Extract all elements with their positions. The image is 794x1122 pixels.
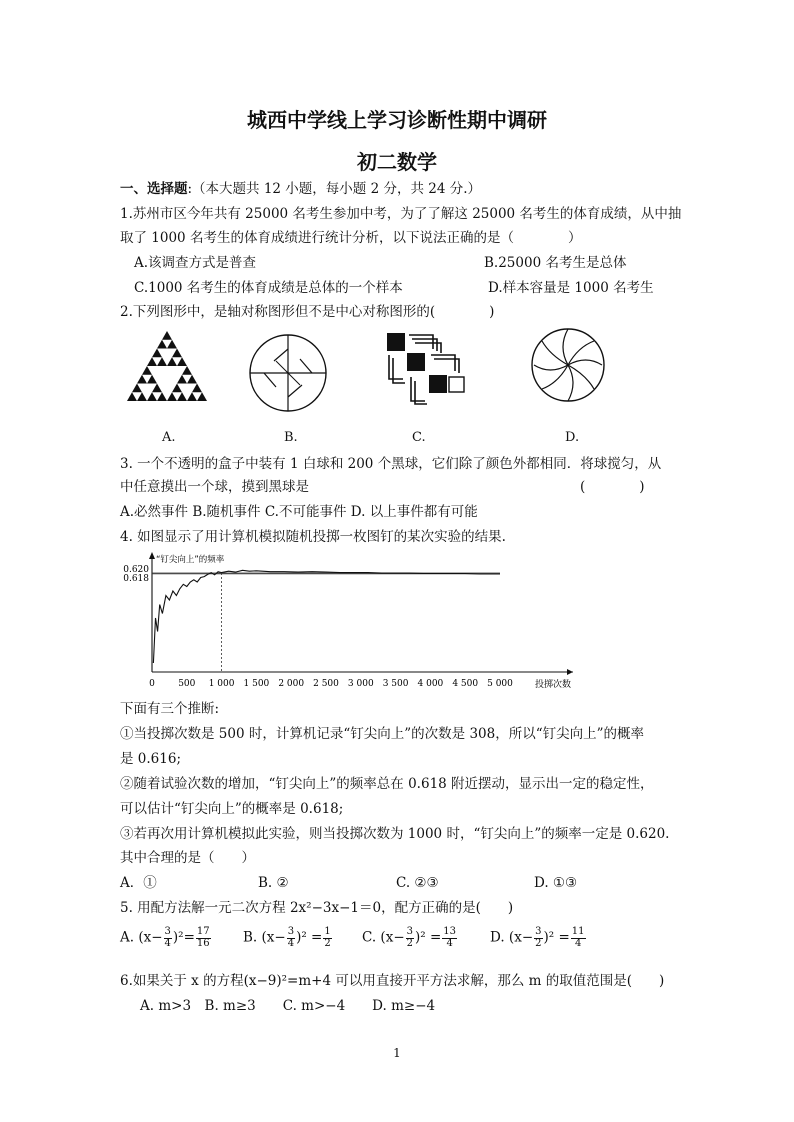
exam-subtitle: 初二数学 xyxy=(357,150,437,174)
exam-title: 城西中学线上学习诊断性期中调研 xyxy=(247,108,547,132)
q4-statement-3: ③若再次用计算机模拟此实验，则当投掷次数为 1000 时，“钉尖向上”的频率一定是 0.620. xyxy=(120,826,670,842)
q6-options: A. m>3 B. m≥3 C. m>−4 D. m≥−4 xyxy=(140,998,436,1014)
section-note: :（本大题共 12 小题，每小题 2 分，共 24 分.） xyxy=(187,181,482,197)
q4-statement-1a: ①当投掷次数是 500 时，计算机记录“钉尖向上”的次数是 308，所以“钉尖向上”的概率 xyxy=(120,726,645,742)
frequency-series-line xyxy=(153,570,500,663)
x-tick-label-9: 4 500 xyxy=(452,679,479,689)
pinwheel-circle-icon xyxy=(246,331,330,415)
q1-stem-line1: 1.苏州市区今年共有 25000 名考生参加中考，为了了解这 25000 名考生的体育成绩，从中抽 xyxy=(120,206,682,222)
x-tick-label-5: 2 500 xyxy=(313,679,339,689)
x-tick-label-6: 3 000 xyxy=(347,679,374,689)
q1-stem-line2: 取了 1000 名考生的体育成绩进行统计分析，以下说法正确的是（ ） xyxy=(120,230,582,246)
q4-statement-2a: ②随着试验次数的增加，“钉尖向上”的频率总在 0.618 附近摆动，显示出一定的稳定性， xyxy=(120,776,654,792)
x-axis-label: 投掷次数 xyxy=(534,680,571,690)
q2-label-a: A. xyxy=(162,430,176,445)
x-tick-label-3: 1 500 xyxy=(243,679,270,689)
q5-option-b: B. (x− $\frac{3}{4}$ )² = $\frac{1}{2}$ xyxy=(243,926,331,949)
q1-option-a: A.该调查方式是普查 xyxy=(134,255,257,271)
q4-option-d: D. ①③ xyxy=(534,875,578,891)
swirl-circle-icon xyxy=(528,325,608,405)
q1-option-d: D.样本容量是 1000 名考生 xyxy=(488,280,654,296)
y-axis-arrow xyxy=(149,552,155,559)
x-tick-label-0: 0 xyxy=(149,679,155,689)
y-axis-label: “钉尖向上”的频率 xyxy=(156,555,225,565)
q4-stem: 4. 如图显示了用计算机模拟随机投掷一枚图钉的某次实验的结果. xyxy=(120,529,506,545)
q4-statement-1b: 是 0.616; xyxy=(120,751,181,767)
q5-option-c: C. (x− $\frac{3}{2}$ )² = $\frac{13}{4}$ xyxy=(362,926,457,949)
x-tick-label-1: 500 xyxy=(178,679,196,689)
q2-label-c: C. xyxy=(412,430,426,445)
q4-intro: 下面有三个推断: xyxy=(120,701,220,717)
frequency-chart xyxy=(118,550,578,695)
section-label: 一、选择题 xyxy=(120,181,188,197)
q4-question: 其中合理的是（ ） xyxy=(120,850,255,866)
q5-option-d: D. (x− $\frac{3}{2}$ )² = $\frac{11}{4}$ xyxy=(490,926,585,949)
q1-option-c: C.1000 名考生的体育成绩是总体的一个样本 xyxy=(134,280,403,296)
q5-option-a: A. (x− $\frac{3}{4}$ )²= $\frac{17}{16}$ xyxy=(120,926,210,949)
q3-options: A.必然事件 B.随机事件 C.不可能事件 D. 以上事件都有可能 xyxy=(120,504,478,520)
x-tick-label-7: 3 500 xyxy=(382,679,409,689)
q4-option-a: A．① xyxy=(120,875,157,891)
q5-stem: 5. 用配方法解一元二次方程 2x²−3x−1＝0，配方正确的是( ) xyxy=(120,900,514,916)
q4-statement-2b: 可以估计“钉尖向上”的概率是 0.618; xyxy=(120,801,344,817)
sierpinski-triangle-icon xyxy=(127,331,207,403)
q3-stem-line1: 3. 一个不透明的盒子中装有 1 白球和 200 个黑球，它们除了颜色外都相同．将球搅匀，从 xyxy=(120,456,662,472)
x-tick-label-2: 1 000 xyxy=(208,679,235,689)
x-tick-label-10: 5 000 xyxy=(487,679,513,689)
q6-stem: 6.如果关于 x 的方程(x−9)²=m+4 可以用直接开平方法求解，那么 m 的取值范围是( ) xyxy=(120,973,665,989)
q1-option-b: B.25000 名考生是总体 xyxy=(484,255,627,271)
q4-option-b: B. ② xyxy=(258,875,289,891)
y-tick-label-1: 0.618 xyxy=(123,573,149,584)
section-heading xyxy=(120,183,481,197)
q3-stem-line2: 中任意摸出一个球，摸到黑球是 xyxy=(120,479,309,495)
page-number: 1 xyxy=(393,1046,401,1060)
x-tick-label-8: 4 000 xyxy=(417,679,444,689)
q2-label-d: D. xyxy=(565,430,580,445)
staggered-squares-icon xyxy=(387,333,467,405)
q2-label-b: B. xyxy=(284,430,298,445)
x-axis-arrow xyxy=(567,669,573,675)
x-tick-label-4: 2 000 xyxy=(278,679,305,689)
q4-option-c: C. ②③ xyxy=(396,875,439,891)
y-tick-label-0: 0.620 xyxy=(123,565,149,575)
q3-answer-paren: ( ) xyxy=(580,479,645,495)
q2-stem: 2.下列图形中，是轴对称图形但不是中心对称图形的( ) xyxy=(120,304,495,320)
